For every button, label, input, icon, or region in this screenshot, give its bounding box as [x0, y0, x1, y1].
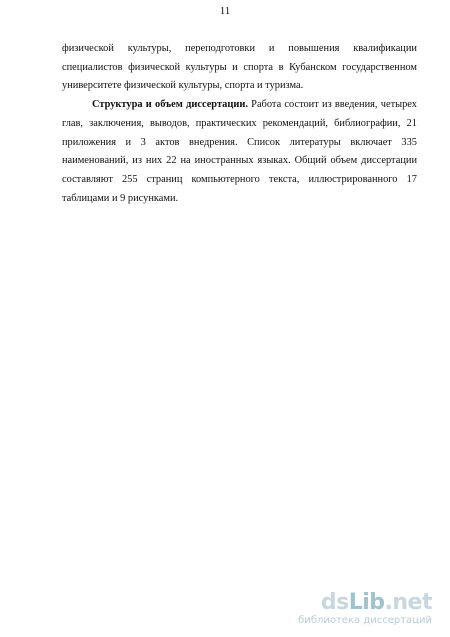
watermark-logo [272, 591, 432, 615]
document-body [62, 40, 417, 208]
paragraph-structure-text: Работа состоит из введения, четырех глав, заключения, выводов, практических рекомендаций, библиографии, 21 приложения и 3 актов внедрения. Список литературы включает 335 наименований, из них 22 на иностранных языках. Общий объем диссертации составляют 255 страниц компьютерного текста, иллюстрированного 17 таблицами и 9 рисунками. [62, 99, 417, 204]
watermark-tagline: библиотека диссертаций [298, 615, 432, 626]
watermark-logo-net: .net [384, 590, 432, 615]
paragraph-heading: Структура и объем диссертации. [92, 99, 248, 111]
watermark-logo-lib: Lib [348, 590, 385, 615]
page-number: 11 [219, 5, 231, 17]
watermark [272, 591, 432, 627]
paragraph-structure [62, 96, 417, 208]
paragraph-continuation: физической культуры, переподготовки и повышения квалификации специалистов физической культуры и спорта в Кубанском государственном университете физической культуры, спорта и туризма. [62, 43, 417, 92]
watermark-logo-ds: ds [320, 590, 349, 615]
